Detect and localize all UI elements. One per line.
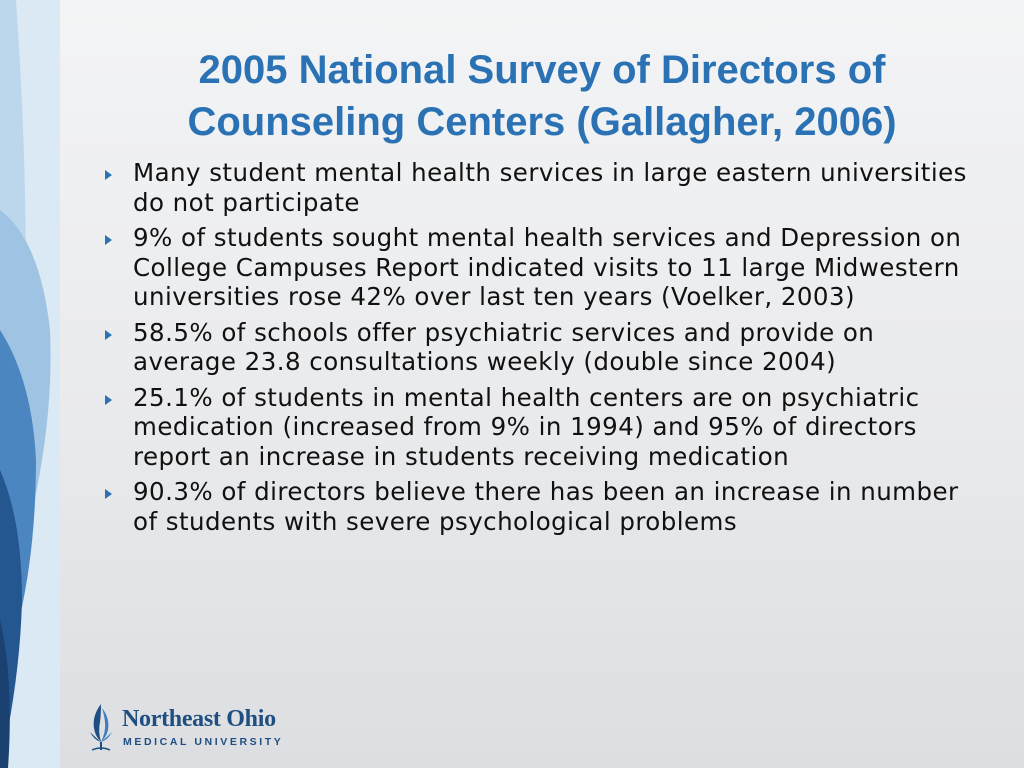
- bullet-item-1: [103, 158, 983, 217]
- logo-subtitle: MEDICAL UNIVERSITY: [123, 736, 284, 748]
- bullet-list: [103, 158, 983, 542]
- bullet-arrow-icon: [105, 170, 112, 180]
- bullet-text-1: Many student mental health services in large eastern universities do not participate: [133, 158, 967, 217]
- bullet-item-2: [103, 223, 983, 312]
- bullet-arrow-icon: [105, 489, 112, 499]
- bullet-text-4: 25.1% of students in mental health centers are on psychiatric medication (increased from 9% in 1994) and 95% of directors report an increase in students receiving medication: [133, 382, 920, 471]
- university-logo: [86, 702, 316, 754]
- bullet-item-3: [103, 318, 983, 377]
- bullet-text-3: 58.5% of schools offer psychiatric services and provide on average 23.8 consultations weekly (double since 2004): [133, 317, 875, 376]
- bullet-arrow-icon: [105, 330, 112, 340]
- bullet-arrow-icon: [105, 395, 112, 405]
- bullet-text-2: 9% of students sought mental health services and Depression on College Campuses Report indicated visits to 11 large Midwestern universities rose 42% over last ten years (Voelker, 2003): [133, 223, 962, 311]
- slide-title-line-1: 2005 National Survey of Directors of: [198, 48, 886, 92]
- slide-title: [60, 44, 1024, 148]
- flame-leaf-icon: [86, 702, 116, 752]
- left-decorative-band: [0, 0, 60, 768]
- slide-title-line-2: Counseling Centers (Gallagher, 2006): [187, 100, 897, 144]
- bullet-item-5: [103, 477, 983, 536]
- bullet-arrow-icon: [105, 235, 112, 245]
- bullet-item-4: [103, 383, 983, 472]
- logo-name: Northeast Ohio: [122, 706, 276, 732]
- bullet-text-5: 90.3% of directors believe there has been an increase in number of students with severe psychological problems: [133, 477, 959, 536]
